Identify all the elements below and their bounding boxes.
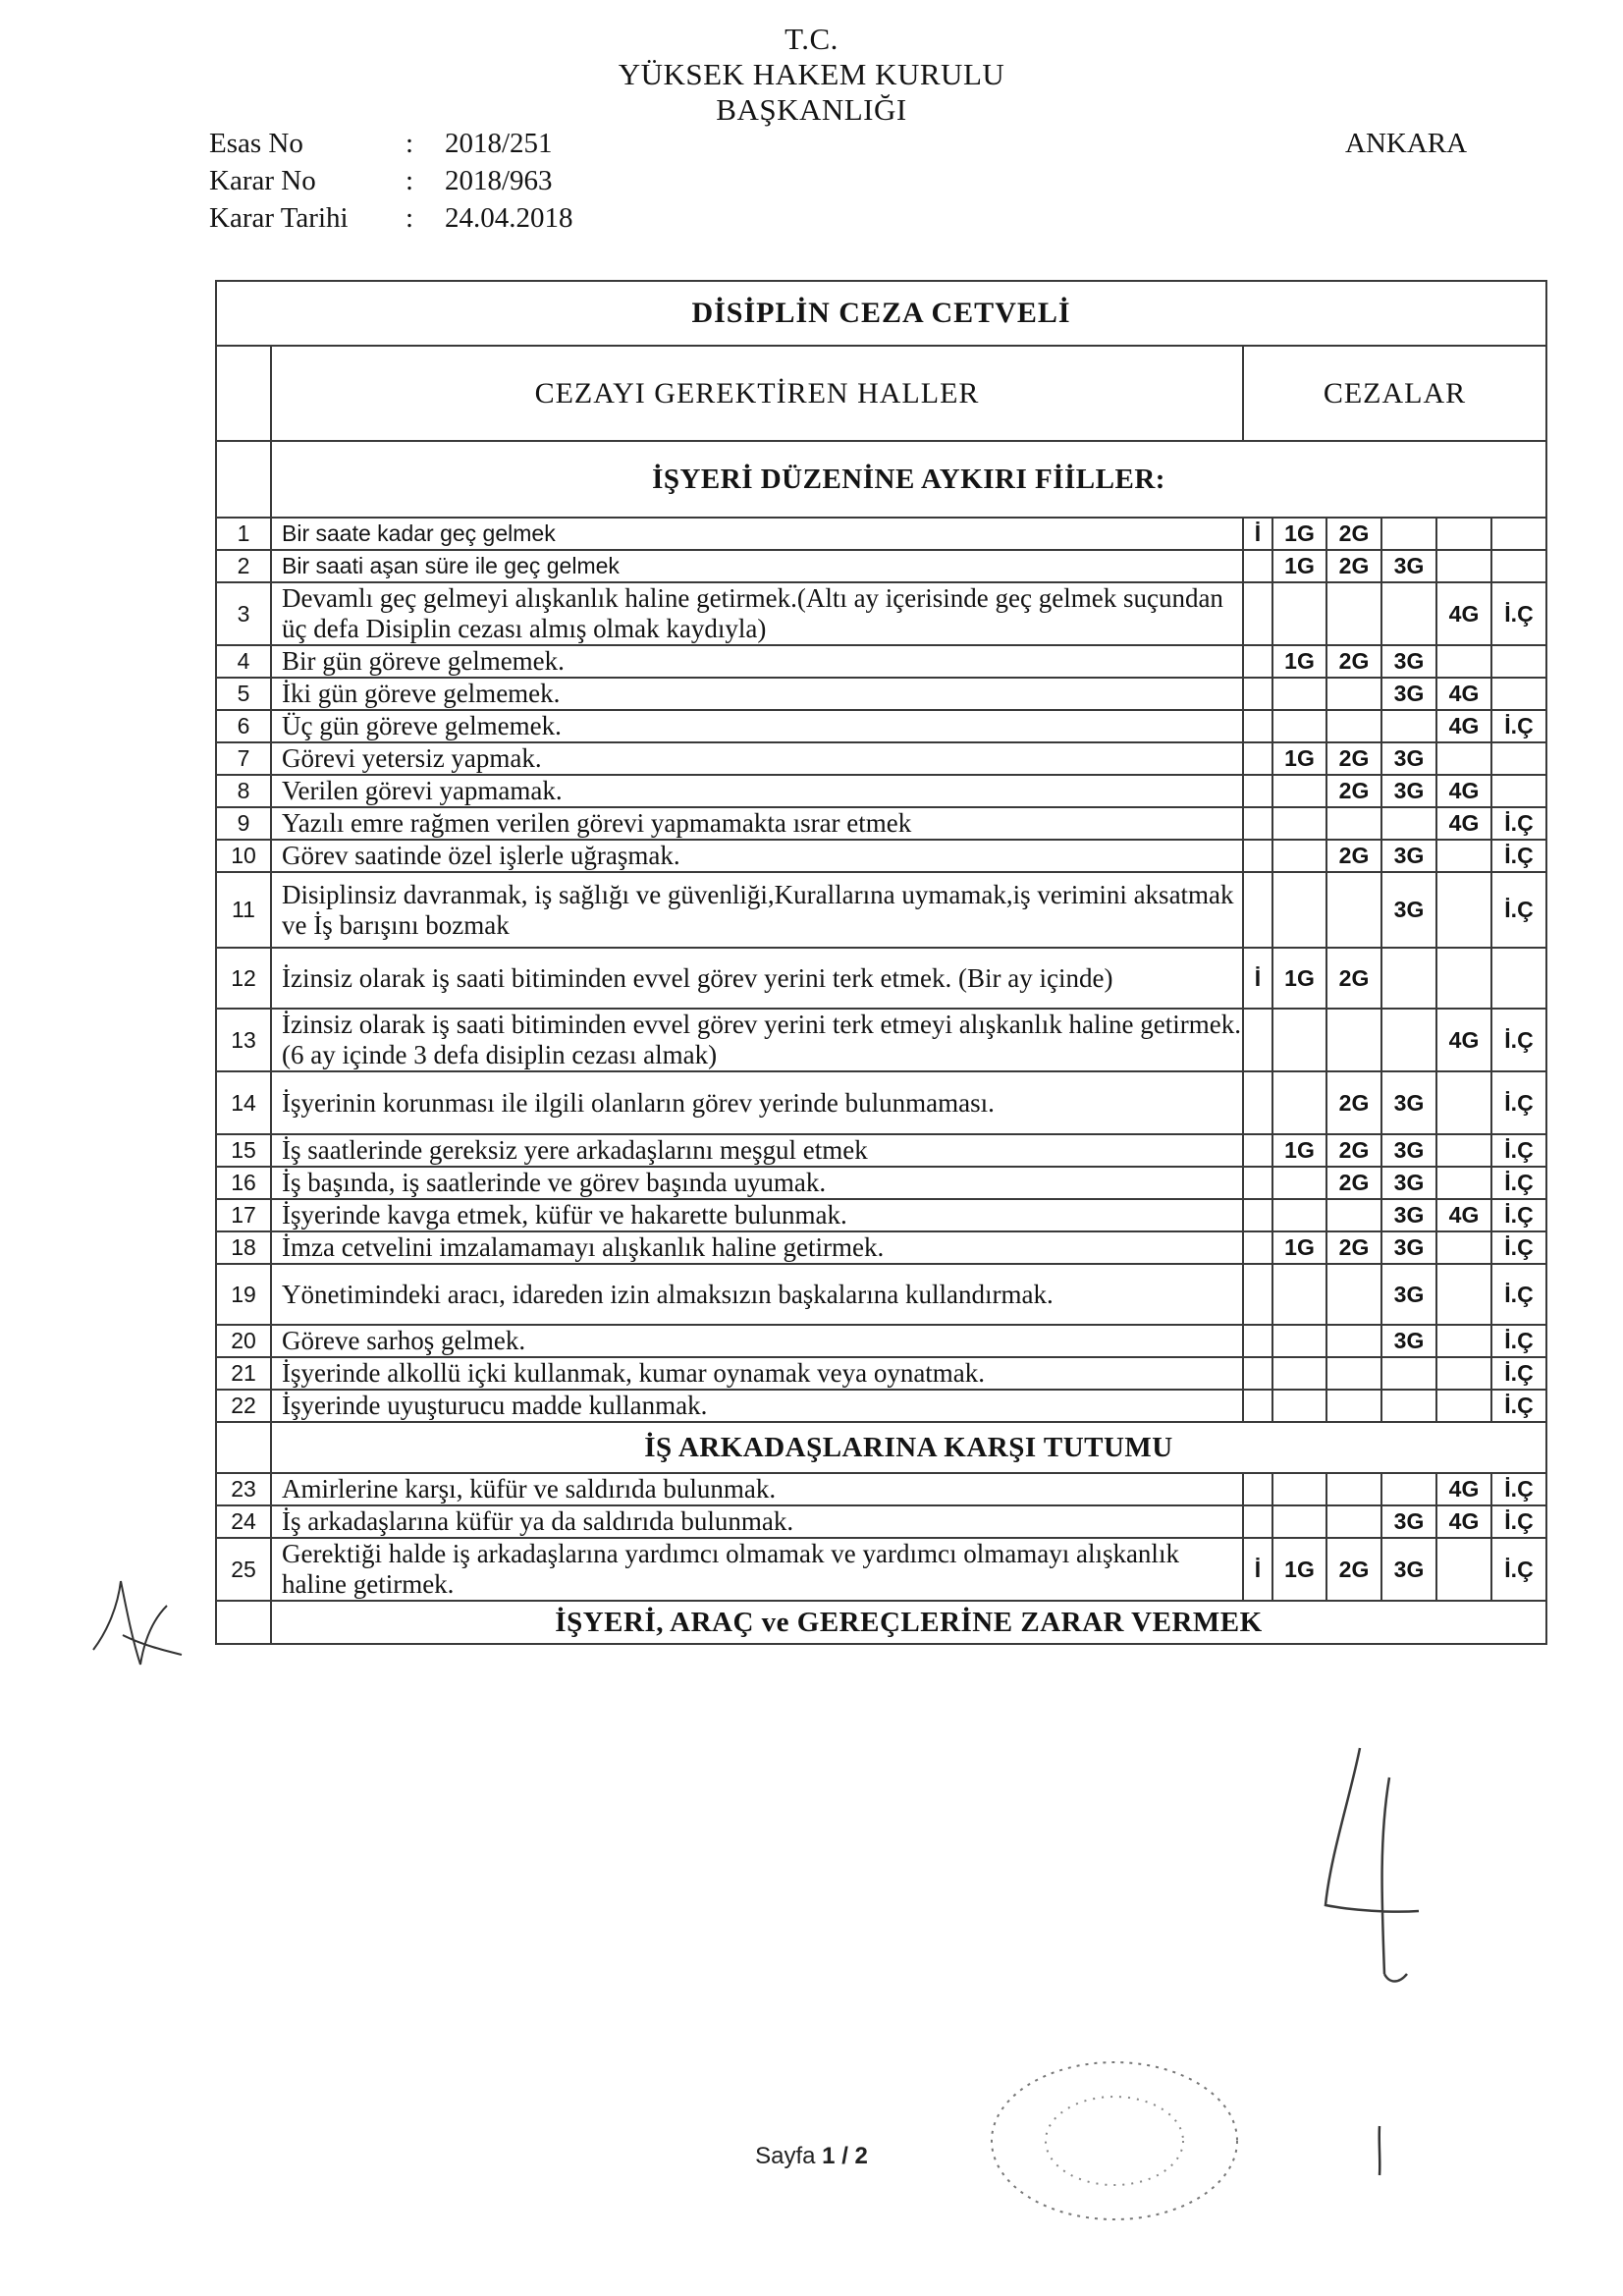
penalty-cell: 3G [1381,840,1436,872]
penalty-cell: 2G [1326,645,1381,678]
penalty-cell: 2G [1326,1538,1381,1601]
penalty-cell: İ [1243,948,1272,1009]
penalty-cell [1272,1264,1326,1325]
row-number: 6 [216,710,271,742]
penalty-cell: 1G [1272,1134,1326,1167]
penalty-cell [1491,775,1546,807]
penalty-cell: İ.Ç [1491,1071,1546,1134]
penalty-cell: İ.Ç [1491,872,1546,948]
penalty-cell [1436,1264,1491,1325]
table-row [216,1505,1546,1538]
penalty-cell [1243,1009,1272,1071]
penalty-cell [1272,840,1326,872]
penalty-cell: 3G [1381,1538,1436,1601]
penalty-cell: 4G [1436,807,1491,840]
penalty-cell [1272,1325,1326,1357]
penalty-cell: İ.Ç [1491,1390,1546,1422]
penalty-cell: 3G [1381,1264,1436,1325]
penalty-cell [1243,645,1272,678]
penalty-cell [1326,710,1381,742]
penalty-cell [1381,1390,1436,1422]
row-number: 9 [216,807,271,840]
penalty-cell [1326,1009,1381,1071]
penalty-cell: 1G [1272,742,1326,775]
penalty-cell [1272,1390,1326,1422]
row-description: İki gün göreve gelmemek. [271,678,1243,710]
table-row [216,1390,1546,1422]
penalty-cell [1243,742,1272,775]
row-number: 14 [216,1071,271,1134]
table-row [216,518,1546,550]
penalty-cell: İ.Ç [1491,1134,1546,1167]
penalty-cell: 3G [1381,742,1436,775]
penalty-cell [1436,1134,1491,1167]
penalty-cell [1491,678,1546,710]
penalty-cell [1243,710,1272,742]
penalty-cell [1381,710,1436,742]
row-number: 21 [216,1357,271,1390]
penalty-cell [1436,1231,1491,1264]
row-number: 1 [216,518,271,550]
row-number: 8 [216,775,271,807]
penalty-cell [1436,872,1491,948]
penalty-cell: İ.Ç [1491,1473,1546,1505]
row-description: Verilen görevi yapmamak. [271,775,1243,807]
table-row [216,1167,1546,1199]
penalty-cell [1243,1264,1272,1325]
penalty-cell [1272,1505,1326,1538]
meta-value: 2018/251 [445,128,553,159]
row-description: Devamlı geç gelmeyi alışkanlık haline getirmek.(Altı ay içerisinde geç gelmek suçundan üç defa Disiplin cezası almış olmak kaydıyla) [271,582,1243,645]
table-row [216,1231,1546,1264]
penalty-cell: 4G [1436,775,1491,807]
row-number: 19 [216,1264,271,1325]
row-number: 11 [216,872,271,948]
penalty-cell [1326,678,1381,710]
row-number: 2 [216,550,271,582]
row-description: Yönetimindeki aracı, idareden izin almaksızın başkalarına kullandırmak. [271,1264,1243,1325]
penalty-cell [1326,1199,1381,1231]
row-description: Görevi yetersiz yapmak. [271,742,1243,775]
penalty-cell: 4G [1436,582,1491,645]
table-row [216,678,1546,710]
penalty-cell [1243,1134,1272,1167]
penalty-cell [1243,1231,1272,1264]
penalty-cell [1491,645,1546,678]
penalty-cell [1243,1357,1272,1390]
penalty-cell [1381,518,1436,550]
table-title: DİSİPLİN CEZA CETVELİ [216,281,1546,346]
penalty-cell [1326,1325,1381,1357]
penalty-cell [1436,550,1491,582]
penalty-cell: 2G [1326,948,1381,1009]
penalty-cell [1272,582,1326,645]
penalty-cell: 2G [1326,1167,1381,1199]
penalty-cell: 3G [1381,1199,1436,1231]
penalty-cell: 2G [1326,1134,1381,1167]
penalty-cell: 3G [1381,678,1436,710]
table-row [216,1264,1546,1325]
header-spacer [216,346,271,441]
row-description: Amirlerine karşı, küfür ve saldırıda bulunmak. [271,1473,1243,1505]
stamp-mark [967,2043,1262,2239]
penalty-cell: 2G [1326,518,1381,550]
table-row [216,1325,1546,1357]
section-title: İŞYERİ DÜZENİNE AYKIRI FİİLLER: [271,441,1546,518]
penalty-cell [1381,948,1436,1009]
penalty-cell [1436,948,1491,1009]
penalty-table [215,280,1547,1645]
penalty-cell: İ [1243,518,1272,550]
penalty-cell: İ.Ç [1491,807,1546,840]
row-description: Bir gün göreve gelmemek. [271,645,1243,678]
row-number: 16 [216,1167,271,1199]
penalty-cell: 1G [1272,1538,1326,1601]
meta-esas-no: Esas No : 2018/251 [209,128,553,159]
row-number: 4 [216,645,271,678]
row-number: 12 [216,948,271,1009]
row-number: 22 [216,1390,271,1422]
penalty-cell [1243,1325,1272,1357]
penalty-cell: 2G [1326,1231,1381,1264]
penalty-cell [1272,1357,1326,1390]
penalty-cell [1436,1357,1491,1390]
penalty-cell: 3G [1381,1167,1436,1199]
penalty-cell [1243,1505,1272,1538]
penalty-cell [1491,742,1546,775]
row-description: Gerektiği halde iş arkadaşlarına yardımcı olmamak ve yardımcı olmamayı alışkanlık haline getirmek. [271,1538,1243,1601]
table-row [216,1199,1546,1231]
penalty-cell [1381,1009,1436,1071]
table-row [216,1538,1546,1601]
penalty-cell: İ.Ç [1491,1357,1546,1390]
header-line-tc: T.C. [784,22,839,56]
penalty-cell [1326,1264,1381,1325]
penalty-cell: 4G [1436,678,1491,710]
row-number: 23 [216,1473,271,1505]
section-spacer [216,1601,271,1644]
penalty-cell [1243,775,1272,807]
row-number: 10 [216,840,271,872]
table-row [216,710,1546,742]
penalty-cell: İ.Ç [1491,1009,1546,1071]
penalty-cell [1436,1071,1491,1134]
penalty-cell [1243,1473,1272,1505]
penalty-cell: 4G [1436,1505,1491,1538]
row-number: 24 [216,1505,271,1538]
penalty-cell: 2G [1326,742,1381,775]
penalty-cell [1381,807,1436,840]
penalty-cell: İ.Ç [1491,1505,1546,1538]
penalty-cell [1326,582,1381,645]
table-row [216,1071,1546,1134]
penalty-cell: 3G [1381,645,1436,678]
penalty-cell [1381,1473,1436,1505]
penalty-cell [1436,1325,1491,1357]
penalty-cell [1272,1009,1326,1071]
penalty-cell: 3G [1381,550,1436,582]
row-number: 15 [216,1134,271,1167]
penalty-cell [1436,518,1491,550]
penalty-cell [1491,518,1546,550]
row-number: 13 [216,1009,271,1071]
row-description: İmza cetvelini imzalamamayı alışkanlık haline getirmek. [271,1231,1243,1264]
row-description: Yazılı emre rağmen verilen görevi yapmamakta ısrar etmek [271,807,1243,840]
penalty-cell: İ.Ç [1491,1325,1546,1357]
penalty-cell: İ.Ç [1491,1199,1546,1231]
section-title: İŞ ARKADAŞLARINA KARŞI TUTUMU [271,1422,1546,1473]
row-description: Görev saatinde özel işlerle uğraşmak. [271,840,1243,872]
penalty-cell [1272,775,1326,807]
row-description: Göreve sarhoş gelmek. [271,1325,1243,1357]
penalty-cell: 1G [1272,1231,1326,1264]
penalty-cell [1491,948,1546,1009]
table-row [216,872,1546,948]
penalty-cell [1272,710,1326,742]
row-number: 18 [216,1231,271,1264]
penalty-cell [1436,840,1491,872]
meta-label: Esas No [209,128,303,159]
penalty-cell [1272,1071,1326,1134]
penalty-cell: 3G [1381,1505,1436,1538]
penalty-cell: 3G [1381,1134,1436,1167]
header-line-presidency: BAŞKANLIĞI [716,92,907,127]
table-row [216,1134,1546,1167]
penalty-cell: 2G [1326,550,1381,582]
handwritten-signature-mark [1291,1738,1448,1994]
row-description: İşyerinde alkollü içki kullanmak, kumar oynamak veya oynatmak. [271,1357,1243,1390]
penalty-cell [1243,807,1272,840]
penalty-cell: 2G [1326,775,1381,807]
penalty-cell: 3G [1381,1231,1436,1264]
penalty-cell: İ.Ç [1491,710,1546,742]
penalty-cell [1243,1199,1272,1231]
header-line-institution: YÜKSEK HAKEM KURULU [618,57,1005,91]
penalty-cell: İ.Ç [1491,1538,1546,1601]
footer-page-number: 1 / 2 [822,2143,868,2169]
table-row [216,775,1546,807]
section-title: İŞYERİ, ARAÇ ve GEREÇLERİNE ZARAR VERMEK [271,1601,1546,1644]
meta-label: Karar No [209,165,316,196]
row-number: 25 [216,1538,271,1601]
city-label: ANKARA [1345,128,1468,159]
penalty-cell [1272,678,1326,710]
penalty-cell [1491,550,1546,582]
column-header-penalties: CEZALAR [1243,346,1546,441]
penalty-cell: İ.Ç [1491,840,1546,872]
table-row [216,550,1546,582]
penalty-cell [1326,1505,1381,1538]
section-spacer [216,1422,271,1473]
penalty-cell [1326,872,1381,948]
row-description: İşyerinin korunması ile ilgili olanların görev yerinde bulunmaması. [271,1071,1243,1134]
penalty-cell: İ.Ç [1491,1231,1546,1264]
penalty-cell: 3G [1381,872,1436,948]
penalty-cell [1326,1473,1381,1505]
meta-label: Karar Tarihi [209,202,349,234]
penalty-cell [1436,1390,1491,1422]
meta-karar-tarihi: Karar Tarihi : 24.04.2018 [209,202,573,234]
meta-value: 24.04.2018 [445,202,573,234]
penalty-cell [1243,678,1272,710]
meta-karar-no: Karar No : 2018/963 [209,165,553,196]
table-row [216,948,1546,1009]
row-description: Bir saati aşan süre ile geç gelmek [271,550,1243,582]
row-number: 20 [216,1325,271,1357]
penalty-cell [1243,582,1272,645]
penalty-cell [1243,1390,1272,1422]
document-header [0,22,1623,128]
footer-prefix: Sayfa [755,2143,816,2169]
penalty-cell: 4G [1436,1473,1491,1505]
penalty-cell: 3G [1381,775,1436,807]
penalty-cell: 1G [1272,518,1326,550]
penalty-cell: İ [1243,1538,1272,1601]
penalty-cell [1436,1167,1491,1199]
table-row [216,1473,1546,1505]
table-row [216,742,1546,775]
row-description: Bir saate kadar geç gelmek [271,518,1243,550]
table-row [216,645,1546,678]
penalty-cell: 4G [1436,1199,1491,1231]
meta-value: 2018/963 [445,165,553,196]
row-number: 5 [216,678,271,710]
table-row [216,1357,1546,1390]
penalty-cell [1272,1473,1326,1505]
penalty-cell: İ.Ç [1491,1167,1546,1199]
table-row [216,840,1546,872]
penalty-cell: 1G [1272,948,1326,1009]
penalty-cell: 2G [1326,1071,1381,1134]
row-description: İzinsiz olarak iş saati bitiminden evvel görev yerini terk etmeyi alışkanlık haline getirmek. (6 ay içinde 3 defa disiplin cezası almak) [271,1009,1243,1071]
row-description: İşyerinde uyuşturucu madde kullanmak. [271,1390,1243,1422]
table-row [216,807,1546,840]
penalty-cell [1272,1167,1326,1199]
page-footer [0,2143,1623,2170]
row-description: Üç gün göreve gelmemek. [271,710,1243,742]
penalty-cell: 3G [1381,1071,1436,1134]
table-row [216,1009,1546,1071]
penalty-cell: İ.Ç [1491,1264,1546,1325]
penalty-cell: 4G [1436,710,1491,742]
penalty-cell: İ.Ç [1491,582,1546,645]
penalty-cell [1243,1167,1272,1199]
row-description: İşyerinde kavga etmek, küfür ve hakarette bulunmak. [271,1199,1243,1231]
penalty-cell [1326,807,1381,840]
penalty-cell [1436,742,1491,775]
penalty-cell [1272,872,1326,948]
row-description: İş arkadaşlarına küfür ya da saldırıda bulunmak. [271,1505,1243,1538]
penalty-cell [1243,1071,1272,1134]
penalty-cell [1326,1357,1381,1390]
penalty-cell: 3G [1381,1325,1436,1357]
penalty-cell: 1G [1272,550,1326,582]
penalty-cell [1436,1538,1491,1601]
penalty-cell: 1G [1272,645,1326,678]
penalty-cell [1243,550,1272,582]
penalty-cell [1243,840,1272,872]
row-number: 3 [216,582,271,645]
penalty-cell: 2G [1326,840,1381,872]
penalty-cell [1272,1199,1326,1231]
section-spacer [216,441,271,518]
handwritten-initials-mark [83,1561,191,1689]
penalty-cell [1436,645,1491,678]
row-number: 7 [216,742,271,775]
penalty-cell [1243,872,1272,948]
penalty-cell: 4G [1436,1009,1491,1071]
penalty-cell [1272,807,1326,840]
row-number: 17 [216,1199,271,1231]
penalty-cell [1326,1390,1381,1422]
row-description: İş saatlerinde gereksiz yere arkadaşlarını meşgul etmek [271,1134,1243,1167]
table-row [216,582,1546,645]
penalty-cell [1381,582,1436,645]
column-header-cases: CEZAYI GEREKTİREN HALLER [271,346,1243,441]
row-description: İş başında, iş saatlerinde ve görev başında uyumak. [271,1167,1243,1199]
row-description: İzinsiz olarak iş saati bitiminden evvel görev yerini terk etmek. (Bir ay içinde) [271,948,1243,1009]
row-description: Disiplinsiz davranmak, iş sağlığı ve güvenliği,Kurallarına uymamak,iş verimini aksatmak ve İş barışını bozmak [271,872,1243,948]
penalty-cell [1381,1357,1436,1390]
